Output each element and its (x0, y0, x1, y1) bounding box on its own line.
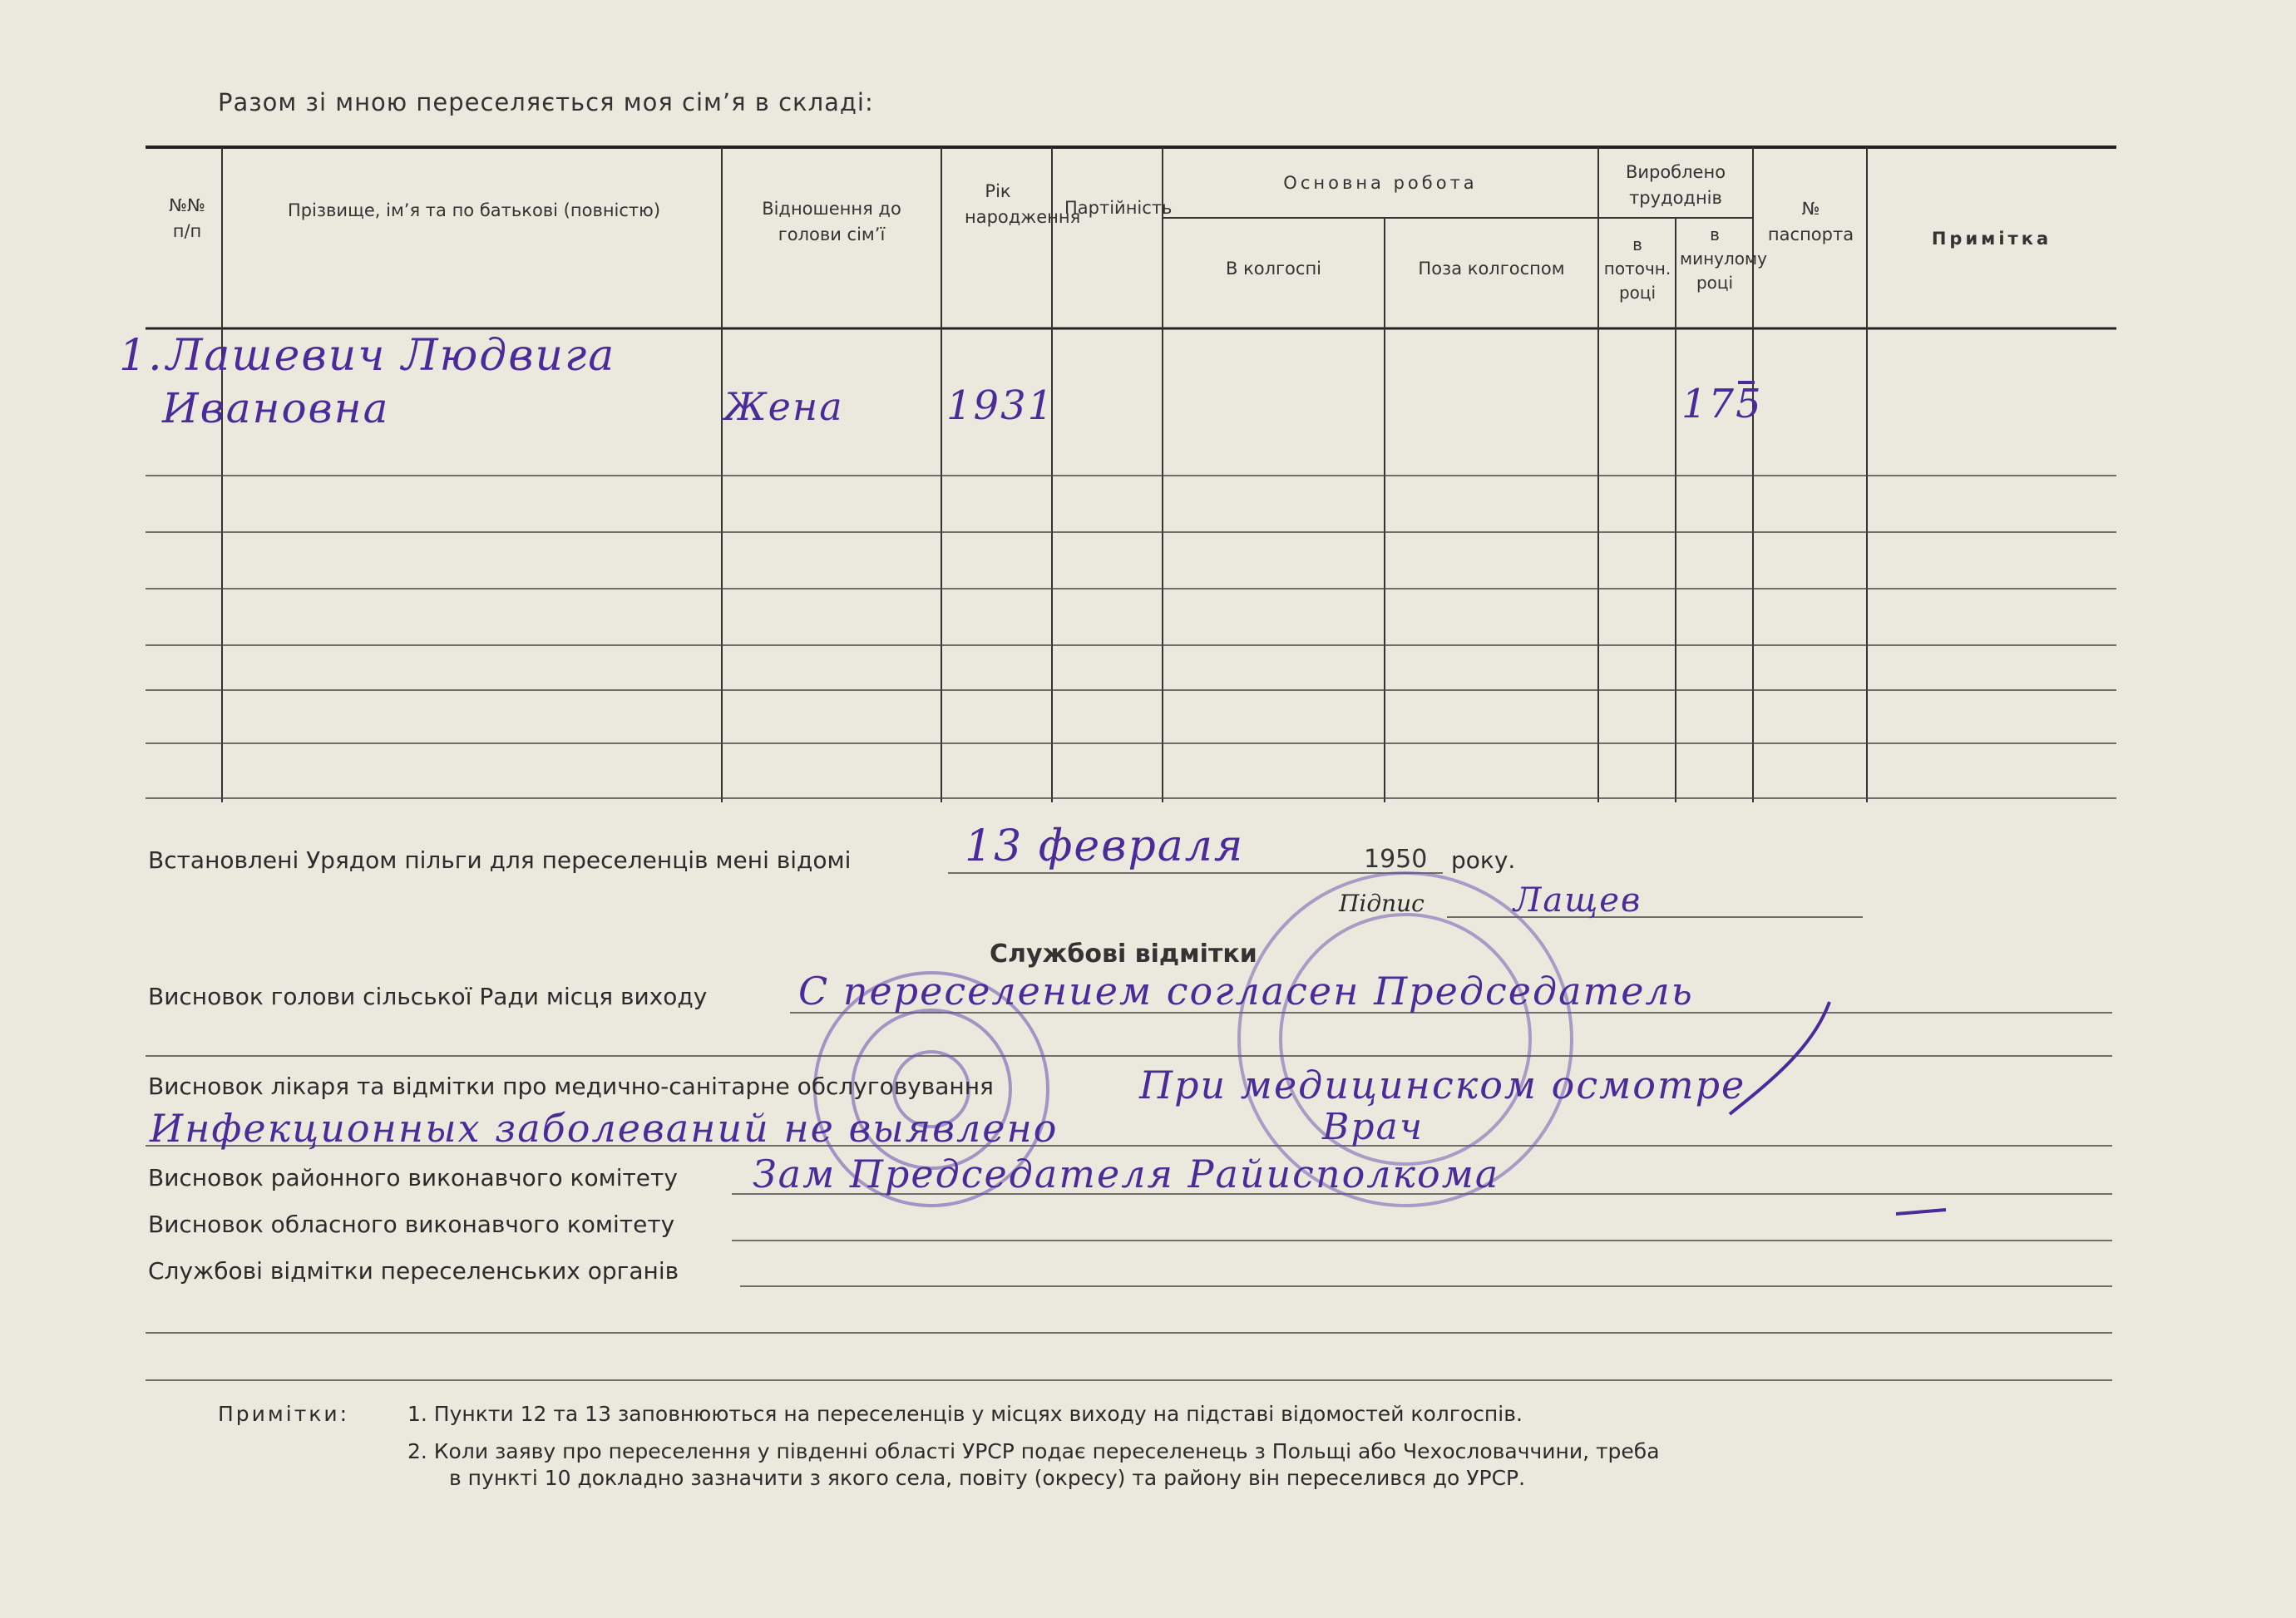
benefits-year-suffix: року. (1451, 846, 1516, 874)
header-birth: Рік народження (965, 181, 1081, 227)
header-workdays-current: в поточн. році (1603, 234, 1671, 303)
benefits-date: 13 февраля (965, 821, 1245, 871)
doctor-value2: Инфекционных заболеваний не выявлено (150, 1106, 1059, 1151)
row1-birth: 1931 (946, 382, 1055, 429)
header-work-kolhosp: В колгоспі (1225, 259, 1322, 279)
row1-workdays-last: 175 (1681, 381, 1763, 427)
note-2b: в пункті 10 докладно зазначити з якого села, повіту (окресу) та району він переселився до УРСР. (449, 1466, 1526, 1490)
doctor-value1: При медицинском осмотре (1139, 1063, 1746, 1107)
service-title: Службові відмітки (990, 940, 1257, 969)
village-label: Висновок голови сільської Ради місця виходу (148, 983, 708, 1010)
row1-relation: Жена (723, 384, 844, 429)
note-2a: 2. Коли заяву про переселення у південні області УРСР подає переселенець з Польщі або Чехословаччини, треба (407, 1439, 1660, 1463)
header-workdays-last: в минулому році (1680, 224, 1767, 293)
header-name: Прізвище, ім’я та по батькові (повністю) (287, 200, 661, 220)
benefits-year: 1950 (1364, 845, 1428, 874)
notes-prefix: Примітки: (218, 1402, 350, 1426)
district-label: Висновок районного виконавчого комітету (148, 1164, 678, 1191)
village-value: С переселением согласен Председатель (798, 969, 1694, 1014)
intro-text: Разом зі мною переселяється моя сім’я в складі: (218, 88, 874, 116)
oblast-label: Висновок обласного виконавчого комітету (148, 1211, 675, 1238)
header-passport: № паспорта (1767, 199, 1854, 244)
doctor-label: Висновок лікаря та відмітки про медично-санітарне обслуговування (148, 1073, 994, 1100)
header-work-group: Основна робота (1283, 173, 1478, 193)
sign-label: Підпис (1339, 890, 1425, 917)
header-work-outside: Поза колгоспом (1418, 259, 1565, 279)
row1-name-line2: Ивановна (162, 384, 390, 432)
row1-name-line1: Лашевич Людвига (166, 331, 616, 381)
header-note: Примітка (1931, 229, 2052, 249)
header-num: №№ п/п (169, 195, 205, 241)
header-workdays-group: Вироблено трудоднів (1625, 162, 1726, 208)
resettle-label: Службові відмітки переселенських органів (148, 1257, 679, 1285)
sign-value: Лащев (1513, 881, 1642, 920)
benefits-label: Встановлені Урядом пільги для переселенців мені відомі (148, 846, 852, 874)
district-value: Зам Председателя Райисполкома (753, 1152, 1500, 1196)
note-1: 1. Пункти 12 та 13 заповнюються на переселенців у місцях виходу на підставі відомостей колгоспів. (407, 1402, 1523, 1426)
doctor-value3: Врач (1322, 1106, 1425, 1148)
row1-num: 1. (119, 331, 164, 381)
header-party: Партійність (1064, 198, 1173, 218)
header-relation: Відношення до голови сім’ї (762, 199, 901, 244)
